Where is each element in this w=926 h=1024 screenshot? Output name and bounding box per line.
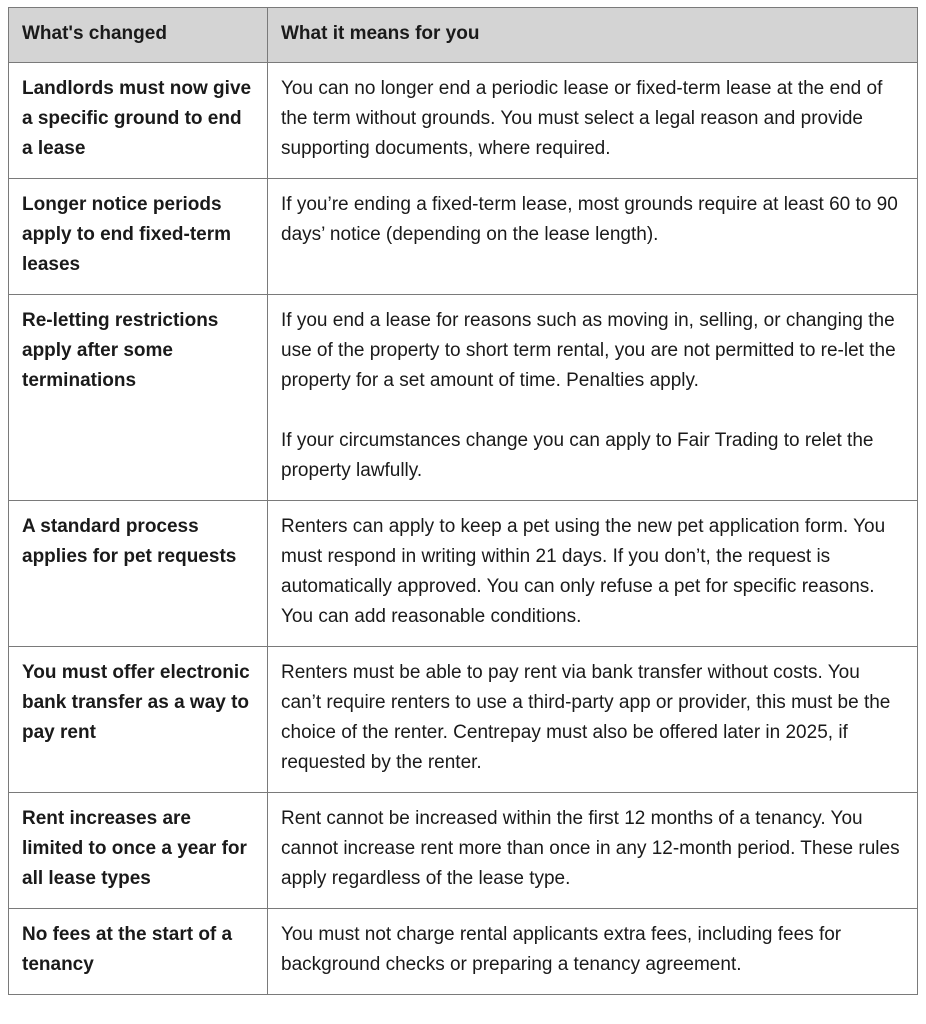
- meaning-cell: [268, 295, 918, 501]
- table-row: [9, 793, 918, 909]
- table-header-row: [9, 8, 918, 63]
- meaning-paragraph: You can no longer end a periodic lease or fixed-term lease at the end of the term without grounds. You must select a legal reason and provide supporting documents, where required.: [281, 78, 883, 159]
- meaning-paragraph: Rent cannot be increased within the first 12 months of a tenancy. You cannot increase rent more than once in any 12-month period. These rules apply regardless of the lease type.: [281, 808, 900, 889]
- meaning-cell: [268, 501, 918, 647]
- meaning-paragraph: Renters must be able to pay rent via bank transfer without costs. You can’t require renters to use a third-party app or provider, this must be the choice of the renter. Centrepay must also be offered later in 2025, if requested by the renter.: [281, 662, 891, 773]
- meaning-paragraph: You must not charge rental applicants extra fees, including fees for background checks or preparing a tenancy agreement.: [281, 924, 842, 975]
- meaning-cell: [268, 63, 918, 179]
- table-row: [9, 295, 918, 501]
- meaning-cell: [268, 179, 918, 295]
- table-row: [9, 63, 918, 179]
- table-row: [9, 501, 918, 647]
- meaning-cell: [268, 647, 918, 793]
- change-cell: A standard process applies for pet requests: [9, 501, 268, 647]
- change-cell: Rent increases are limited to once a year for all lease types: [9, 793, 268, 909]
- change-cell: No fees at the start of a tenancy: [9, 909, 268, 995]
- meaning-paragraph: If you’re ending a fixed-term lease, most grounds require at least 60 to 90 days’ notice (depending on the lease length).: [281, 194, 898, 245]
- meaning-cell: [268, 909, 918, 995]
- meaning-paragraph: Renters can apply to keep a pet using the new pet application form. You must respond in writing within 21 days. If you don’t, the request is automatically approved. You can only refuse a pet for specific reasons. You can add reasonable conditions.: [281, 516, 886, 627]
- table-row: [9, 909, 918, 995]
- change-cell: Landlords must now give a specific ground to end a lease: [9, 63, 268, 179]
- change-cell: Re-letting restrictions apply after some terminations: [9, 295, 268, 501]
- table-row: [9, 647, 918, 793]
- meaning-cell: [268, 793, 918, 909]
- header-whats-changed: What's changed: [9, 8, 268, 63]
- change-cell: Longer notice periods apply to end fixed-term leases: [9, 179, 268, 295]
- meaning-paragraph: If you end a lease for reasons such as moving in, selling, or changing the use of the property to short term rental, you are not permitted to re-let the property for a set amount of time. Penalties apply.: [281, 310, 896, 391]
- meaning-paragraph: If your circumstances change you can apply to Fair Trading to relet the property lawfully.: [281, 430, 874, 481]
- change-cell: You must offer electronic bank transfer as a way to pay rent: [9, 647, 268, 793]
- changes-table-container: [8, 7, 917, 995]
- table-row: [9, 179, 918, 295]
- changes-table: [8, 7, 918, 995]
- header-what-it-means: What it means for you: [268, 8, 918, 63]
